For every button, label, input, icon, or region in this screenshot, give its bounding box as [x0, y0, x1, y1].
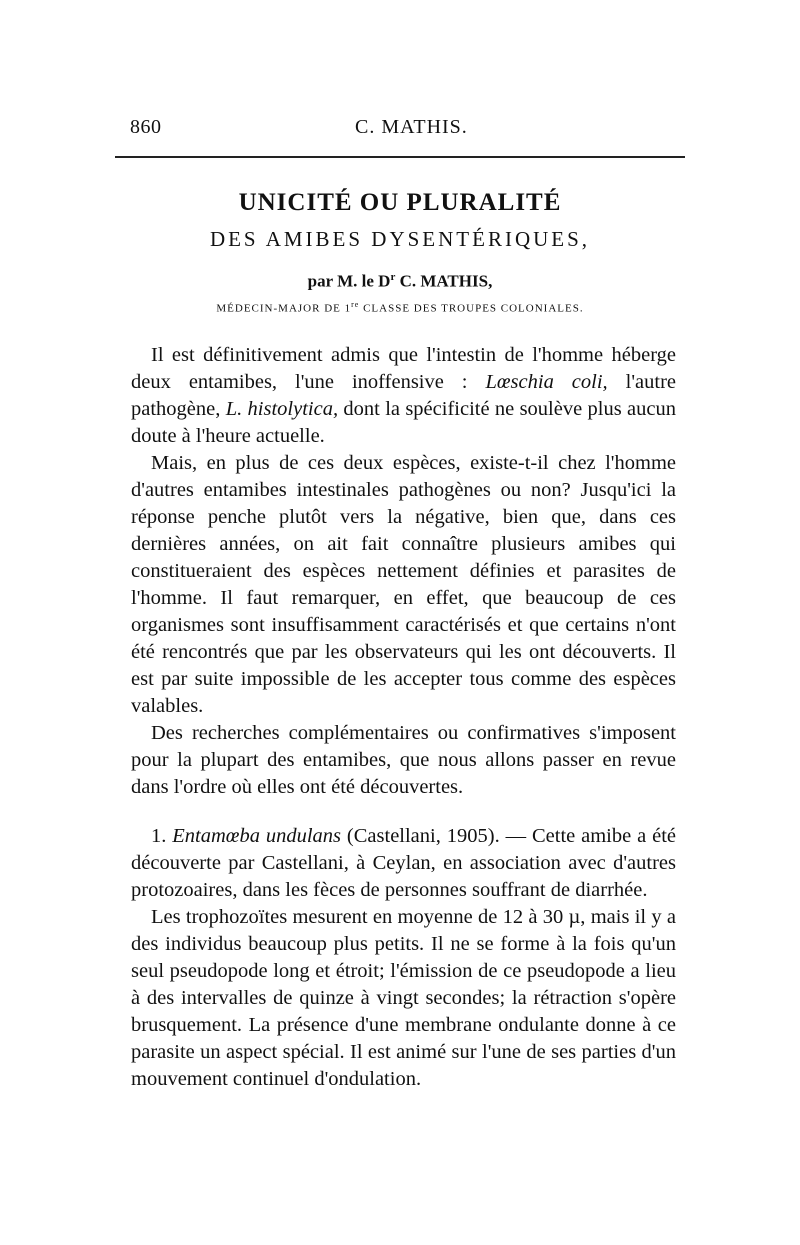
header-rule	[115, 156, 685, 158]
byline-sup: r	[390, 271, 396, 283]
paragraph-3: Des recherches complémentaires ou confirmatives s'imposent pour la plupart des entamibes, que nous allons passer en revue dans l'ordre où elles ont été découvertes.	[131, 722, 676, 798]
p4-text: (Castellani, 1905). — Cette amibe a été découverte par Castellani, à Ceylan, en association avec d'autres protozoaires, dans les fèces de personnes souffrant de diarrhée.	[131, 825, 676, 901]
title-block	[115, 188, 685, 316]
paragraph-5: Les trophozoïtes mesurent en moyenne de 12 à 30 µ, mais il y a des individus beaucoup plus petits. Il ne se forme à la fois qu'un seul pseudopode long et étroit; l'émission de ce pseudopode a lieu à des intervalles de quinze à vingt secondes; la rétraction s'opère brusquement. La présence d'une membrane ondulante donne à ce parasite un aspect spécial. Il est animé sur l'une de ses parties d'un mouvement continuel d'ondulation.	[131, 906, 676, 1090]
author-byline	[115, 266, 685, 293]
species-name-coli: Lœschia coli,	[485, 371, 608, 393]
page-header	[130, 116, 685, 146]
paragraph-1	[131, 342, 676, 450]
byline-post: C. MATHIS,	[395, 271, 493, 291]
p1-text-a: Il est définitivement admis que l'intestin de l'homme héberge deux entamibes, l'une inoffensive :	[131, 344, 676, 393]
body-text	[131, 342, 676, 1093]
affiliation-sup: re	[351, 299, 360, 309]
p1-text-b: l'autre pathogène,	[131, 371, 677, 420]
p1-text-c: dont la spécificité ne soulève plus aucun doute à l'heure actuelle.	[131, 398, 676, 447]
species-name-undulans: Entamœba undulans	[172, 825, 342, 847]
paragraph-4	[131, 823, 676, 904]
article-title: UNICITÉ OU PLURALITÉ	[238, 189, 562, 216]
article-subtitle: DES AMIBES DYSENTÉRIQUES,	[209, 227, 591, 251]
affiliation-pre: MÉDECIN-MAJOR DE 1	[216, 302, 352, 315]
page-number: 860	[130, 116, 162, 138]
affiliation-post: CLASSE DES TROUPES COLONIALES.	[359, 302, 584, 315]
species-name-histolytica: L. histolytica,	[225, 398, 339, 420]
byline-pre: par M. le D	[307, 271, 391, 291]
author-affiliation	[115, 297, 685, 317]
paragraph-2: Mais, en plus de ces deux espèces, existe-t-il chez l'homme d'autres entamibes intestinales pathogènes ou non? Jusqu'ici la réponse penche plutôt vers la négative, bien que, dans ces dernières années, on ait fait connaître plusieurs amibes qui constitueraient des espèces nettement définies et parasites de l'homme. Il faut remarquer, en effet, que beaucoup de ces organismes sont insuffisamment caractérisés et que certains n'ont été rencontrés que par les observateurs qui les ont découverts. Il est par suite impossible de les accepter tous comme des espèces valables.	[131, 452, 676, 717]
section-number: 1.	[151, 825, 173, 847]
running-head: C. MATHIS.	[355, 116, 468, 138]
